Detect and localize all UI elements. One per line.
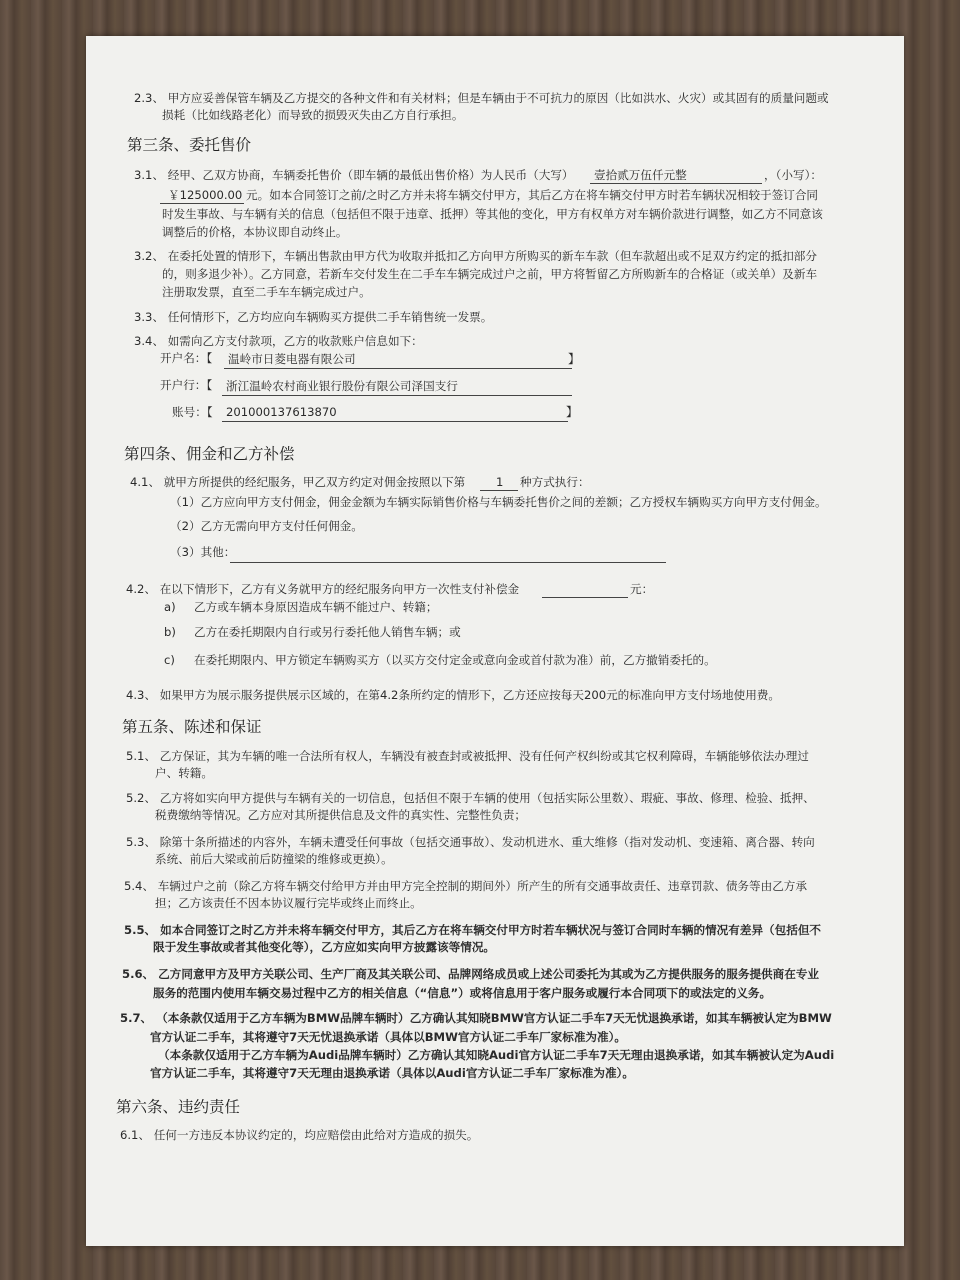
clause-4-2-c: 在委托期限内、甲方锁定车辆购买方（以买方交付定金或意向金或首付款为准）前，乙方撤销委托的。 (194, 653, 716, 667)
commission-option-1: （1）乙方应向甲方支付佣金，佣金金额为车辆实际销售价格与车辆委托售价之间的差额；乙方授权车辆购买方向甲方支付佣金。 (170, 495, 827, 509)
account-bank-value: 浙江温岭农村商业银行股份有限公司泽国支行 (226, 379, 458, 393)
commission-option-underline (480, 490, 518, 491)
clause-5-7-line-4: 官方认证二手车，其将遵守7天无理由退换承诺（具体以Audi官方认证二手车厂家标准为准）。 (150, 1066, 634, 1080)
clause-4-2-line-1b: 元： (630, 582, 654, 596)
account-holder-underline (224, 368, 572, 369)
account-number-value: 201000137613870 (226, 405, 337, 419)
clause-5-1-line-2: 户、转籍。 (155, 766, 213, 780)
article-6-title: 第六条、违约责任 (116, 1098, 241, 1116)
clause-4-1-line-1a: 4.1、 就甲方所提供的经纪服务，甲乙双方约定对佣金按照以下第 (130, 475, 466, 489)
clause-5-3-line-1: 5.3、 除第十条所描述的内容外，车辆未遭受任何事故（包括交通事故）、发动机进水、重大维修（指对发动机、变速箱、离合器、转向 (126, 835, 815, 849)
clause-4-3: 4.3、 如果甲方为展示服务提供展示区域的，在第4.2条所约定的情形下，乙方还应按每天200元的标准向甲方支付场地使用费。 (126, 688, 780, 702)
clause-3-2-line-3: 注册取发票，直至二手车车辆完成过户。 (162, 285, 371, 299)
clause-4-2-a: 乙方或车辆本身原因造成车辆不能过户、转籍； (194, 600, 438, 614)
clause-4-2-a-mark: a) (164, 600, 176, 614)
clause-5-3-line-2: 系统、前后大梁或前后防撞梁的维修或更换）。 (155, 852, 393, 866)
clause-5-5-line-2: 限于发生事故或者其他变化等），乙方应如实向甲方披露该等情况。 (153, 940, 496, 954)
clause-4-2-b-mark: b) (164, 625, 176, 639)
commission-option-2: （2）乙方无需向甲方支付任何佣金。 (170, 519, 363, 533)
commission-option-3-underline (230, 562, 666, 563)
account-number-close-bracket: 】 (566, 405, 579, 419)
clause-5-2-line-2: 税费缴纳等情况。乙方应对其所提供信息及文件的真实性、完整性负责； (155, 808, 527, 822)
clause-5-7-line-3: （本条款仅适用于乙方车辆为Audi品牌车辆时）乙方确认其知晓Audi官方认证二手车7天无理由退换承诺，如其车辆被认定为Audi (158, 1048, 835, 1062)
clause-3-3: 3.3、 任何情形下，乙方均应向车辆购买方提供二手车销售统一发票。 (134, 310, 493, 324)
account-number-label: 账号：【 (172, 405, 213, 419)
clause-6-1: 6.1、 任何一方违反本协议约定的，均应赔偿由此给对方造成的损失。 (120, 1128, 479, 1142)
clause-5-7-line-1: 5.7、 （本条款仅适用于乙方车辆为BMW品牌车辆时）乙方确认其知晓BMW官方认证二手车7天无忧退换承诺，如其车辆被认定为BMW (120, 1011, 832, 1025)
article-5-title: 第五条、陈述和保证 (122, 718, 262, 736)
commission-option-value: 1 (496, 475, 504, 489)
clause-4-2-line-1a: 4.2、 在以下情形下，乙方有义务就甲方的经纪服务向甲方一次性支付补偿金 (126, 582, 520, 596)
clause-3-4-line-1: 3.4、 如需向乙方支付款项，乙方的收款账户信息如下： (134, 334, 423, 348)
article-4-title: 第四条、佣金和乙方补偿 (124, 445, 295, 463)
clause-5-4-line-2: 担；乙方该责任不因本协议履行完毕或终止而终止。 (155, 896, 422, 910)
clause-5-7-line-2: 官方认证二手车，其将遵守7天无忧退换承诺（具体以BMW官方认证二手车厂家标准为准）。 (150, 1030, 626, 1044)
clause-3-2-line-2: 的，则多退少补）。乙方同意，若新车交付发生在二手车车辆完成过户之前，甲方将暂留乙方所购新车的合格证（或关单）及新车 (162, 267, 818, 281)
clause-5-2-line-1: 5.2、 乙方将如实向甲方提供与车辆有关的一切信息，包括但不限于车辆的使用（包括实际公里数）、瑕疵、事故、修理、检验、抵押、 (126, 791, 815, 805)
compensation-amount-underline (542, 597, 628, 598)
clause-4-1-line-1b: 种方式执行： (520, 475, 590, 489)
price-upper-underline (590, 183, 762, 184)
clause-4-2-c-mark: c) (164, 653, 175, 667)
clause-5-6-line-1: 5.6、 乙方同意甲方及甲方关联公司、生产厂商及其关联公司、品牌网络成员或上述公司委托为其或为乙方提供服务的服务提供商在专业 (122, 967, 820, 981)
account-holder-close-bracket: 】 (568, 352, 581, 366)
clause-4-2-b: 乙方在委托期限内自行或另行委托他人销售车辆；或 (194, 625, 461, 639)
commission-option-3: （3）其他： (170, 545, 236, 559)
clause-2-3-line-2: 损耗（比如线路老化）而导致的损毁灭失由乙方自行承担。 (162, 108, 464, 122)
clause-3-1-line-2: 元。如本合同签订之前/之时乙方并未将车辆交付甲方，其后乙方在将车辆交付甲方时若车辆状况相较于签订合同 (246, 188, 819, 202)
price-upper-value: 壹拾贰万伍仟元整 (594, 168, 687, 182)
price-lower-value: ￥125000.00 (168, 188, 243, 202)
clause-3-2-line-1: 3.2、 在委托处置的情形下，车辆出售款由甲方代为收取并抵扣乙方向甲方所购买的新车车款（但车款超出或不足双方约定的抵扣部分 (134, 249, 817, 263)
clause-3-1-line-1a: 3.1、 经甲、乙双方协商，车辆委托售价（即车辆的最低出售价格）为人民币（大写） (134, 168, 574, 182)
clause-3-1-line-4: 调整后的价格，本协议即自动终止。 (162, 225, 348, 239)
clause-5-5-line-1: 5.5、 如本合同签订之时乙方并未将车辆交付甲方，其后乙方在将车辆交付甲方时若车辆状况与签订合同时车辆的情况有差异（包括但不 (124, 923, 822, 937)
account-number-underline (222, 421, 568, 422)
clause-5-1-line-1: 5.1、 乙方保证，其为车辆的唯一合法所有权人，车辆没有被查封或被抵押、没有任何产权纠纷或其它权利障碍，车辆能够依法办理过 (126, 749, 809, 763)
account-bank-label: 开户行：【 (160, 378, 213, 392)
article-3-title: 第三条、委托售价 (127, 136, 252, 154)
account-holder-label: 开户名：【 (160, 351, 213, 365)
clause-2-3-line-1: 2.3、 甲方应妥善保管车辆及乙方提交的各种文件和有关材料；但是车辆由于不可抗力的原因（比如洪水、火灾）或其固有的质量问题或 (134, 91, 829, 105)
clause-3-1-line-1b: ，（小写）： (764, 168, 822, 182)
clause-3-1-line-3: 时发生事故、与车辆有关的信息（包括但不限于违章、抵押）等其他的变化，甲方有权单方对车辆价款进行调整，如乙方不同意该 (162, 207, 823, 221)
account-holder-value: 温岭市日菱电器有限公司 (228, 352, 356, 366)
account-bank-underline (222, 395, 572, 396)
clause-5-4-line-1: 5.4、 车辆过户之前（除乙方将车辆交付给甲方并由甲方完全控制的期间外）所产生的所有交通事故责任、违章罚款、债务等由乙方承 (124, 879, 807, 893)
clause-5-6-line-2: 服务的范围内使用车辆交易过程中乙方的相关信息（“信息”）或将信息用于客户服务或履行本合同项下的或法定的义务。 (153, 986, 772, 1000)
